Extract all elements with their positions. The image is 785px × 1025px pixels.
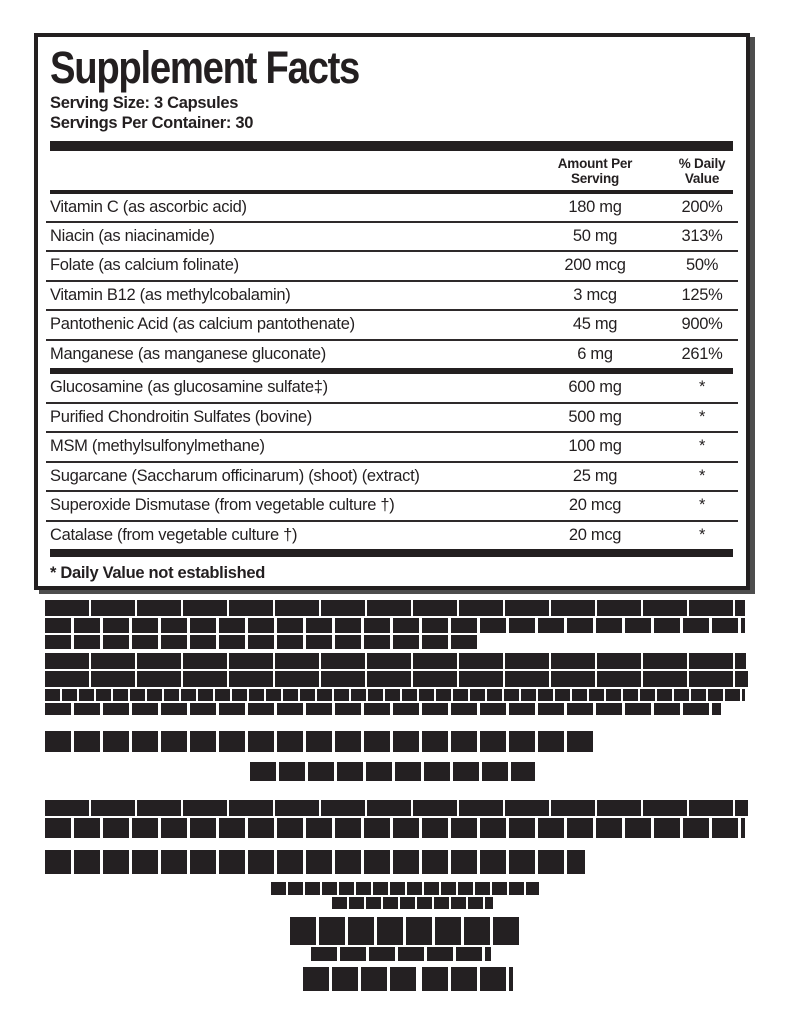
nutrient-amount: 20 mcg (568, 525, 622, 544)
redacted-text-line (45, 818, 745, 838)
panel-title: Supplement Facts (50, 42, 360, 93)
nutrient-daily-value: 50% (685, 256, 719, 275)
nutrient-amount: 100 mg (568, 437, 622, 456)
redacted-text-line (290, 917, 521, 945)
redacted-text-line (311, 947, 491, 961)
nutrient-amount: 600 mg (568, 378, 622, 397)
nutrient-name: Sugarcane (Saccharum officinarum) (shoot) (extract) (50, 466, 420, 485)
nutrient-daily-value: * (698, 525, 706, 544)
divider-thick-top (50, 141, 733, 151)
redacted-text-line (422, 967, 513, 991)
nutrient-rows-section-1 (46, 194, 738, 369)
redacted-text-line (45, 800, 748, 816)
nutrient-amount: 6 mg (577, 344, 613, 363)
redacted-text-line (45, 671, 748, 687)
redacted-text-line (45, 850, 585, 874)
nutrient-name: Pantothenic Acid (as calcium pantothenate) (50, 315, 355, 334)
serving-size: Serving Size: 3 Capsules (50, 93, 239, 112)
redacted-text-line (303, 967, 417, 991)
daily-value-footnote: * Daily Value not established (50, 564, 266, 583)
nutrient-amount: 180 mg (568, 197, 622, 216)
nutrient-amount: 50 mg (572, 227, 618, 246)
nutrient-daily-value: 200% (681, 197, 723, 216)
redacted-text-line (45, 600, 745, 616)
nutrient-name: Purified Chondroitin Sulfates (bovine) (50, 407, 312, 426)
nutrient-name: Niacin (as niacinamide) (50, 227, 215, 246)
redacted-text-line (332, 897, 493, 909)
redacted-text-line (271, 882, 539, 895)
redacted-text-line (45, 703, 721, 715)
redacted-text-line (250, 762, 535, 781)
nutrient-amount: 200 mcg (564, 256, 626, 275)
nutrient-row (46, 311, 738, 340)
nutrient-row (46, 433, 738, 462)
nutrient-row (46, 463, 738, 492)
nutrient-name: Vitamin C (as ascorbic acid) (50, 197, 247, 216)
nutrient-daily-value: * (698, 437, 706, 456)
nutrient-amount: 3 mcg (573, 285, 617, 304)
nutrient-rows-section-2 (46, 374, 738, 549)
column-header-amount: Amount Per Serving (557, 156, 633, 186)
nutrient-daily-value: * (698, 378, 706, 397)
column-header-daily-value: % Daily Value (678, 156, 726, 186)
nutrient-amount: 500 mg (568, 407, 622, 426)
nutrient-row (46, 252, 738, 281)
nutrient-amount: 45 mg (572, 315, 618, 334)
redacted-text-line (45, 653, 746, 669)
nutrient-daily-value: 313% (681, 227, 723, 246)
nutrient-name: Superoxide Dismutase (from vegetable culture †) (50, 496, 395, 515)
nutrient-name: MSM (methylsulfonylmethane) (50, 437, 265, 456)
nutrient-row (46, 404, 738, 433)
nutrient-row (46, 522, 738, 549)
redacted-text-line (45, 689, 745, 701)
column-header-row (46, 151, 738, 189)
nutrient-daily-value: * (698, 496, 706, 515)
nutrient-name: Manganese (as manganese gluconate) (50, 344, 326, 363)
nutrient-row (46, 282, 738, 311)
redacted-text-line (45, 618, 745, 633)
nutrient-row (46, 341, 738, 368)
nutrient-name: Vitamin B12 (as methylcobalamin) (50, 285, 291, 304)
nutrient-name: Folate (as calcium folinate) (50, 256, 239, 275)
servings-per-container: Servings Per Container: 30 (50, 113, 254, 132)
nutrient-daily-value: 261% (681, 344, 723, 363)
supplement-facts-panel (34, 33, 750, 590)
nutrient-amount: 20 mcg (568, 496, 622, 515)
nutrient-row (46, 492, 738, 521)
nutrient-row (46, 223, 738, 252)
nutrient-row (46, 194, 738, 223)
nutrient-daily-value: 125% (681, 285, 723, 304)
nutrient-daily-value: * (698, 407, 706, 426)
nutrient-amount: 25 mg (572, 466, 618, 485)
nutrient-daily-value: 900% (681, 315, 723, 334)
divider-thick-bottom (50, 549, 733, 557)
nutrient-name: Glucosamine (as glucosamine sulfate‡) (50, 378, 328, 397)
redacted-text-line (45, 635, 479, 649)
nutrient-row (46, 374, 738, 403)
nutrient-name: Catalase (from vegetable culture †) (50, 525, 298, 544)
redacted-text-line (45, 731, 594, 752)
nutrient-daily-value: * (698, 466, 706, 485)
